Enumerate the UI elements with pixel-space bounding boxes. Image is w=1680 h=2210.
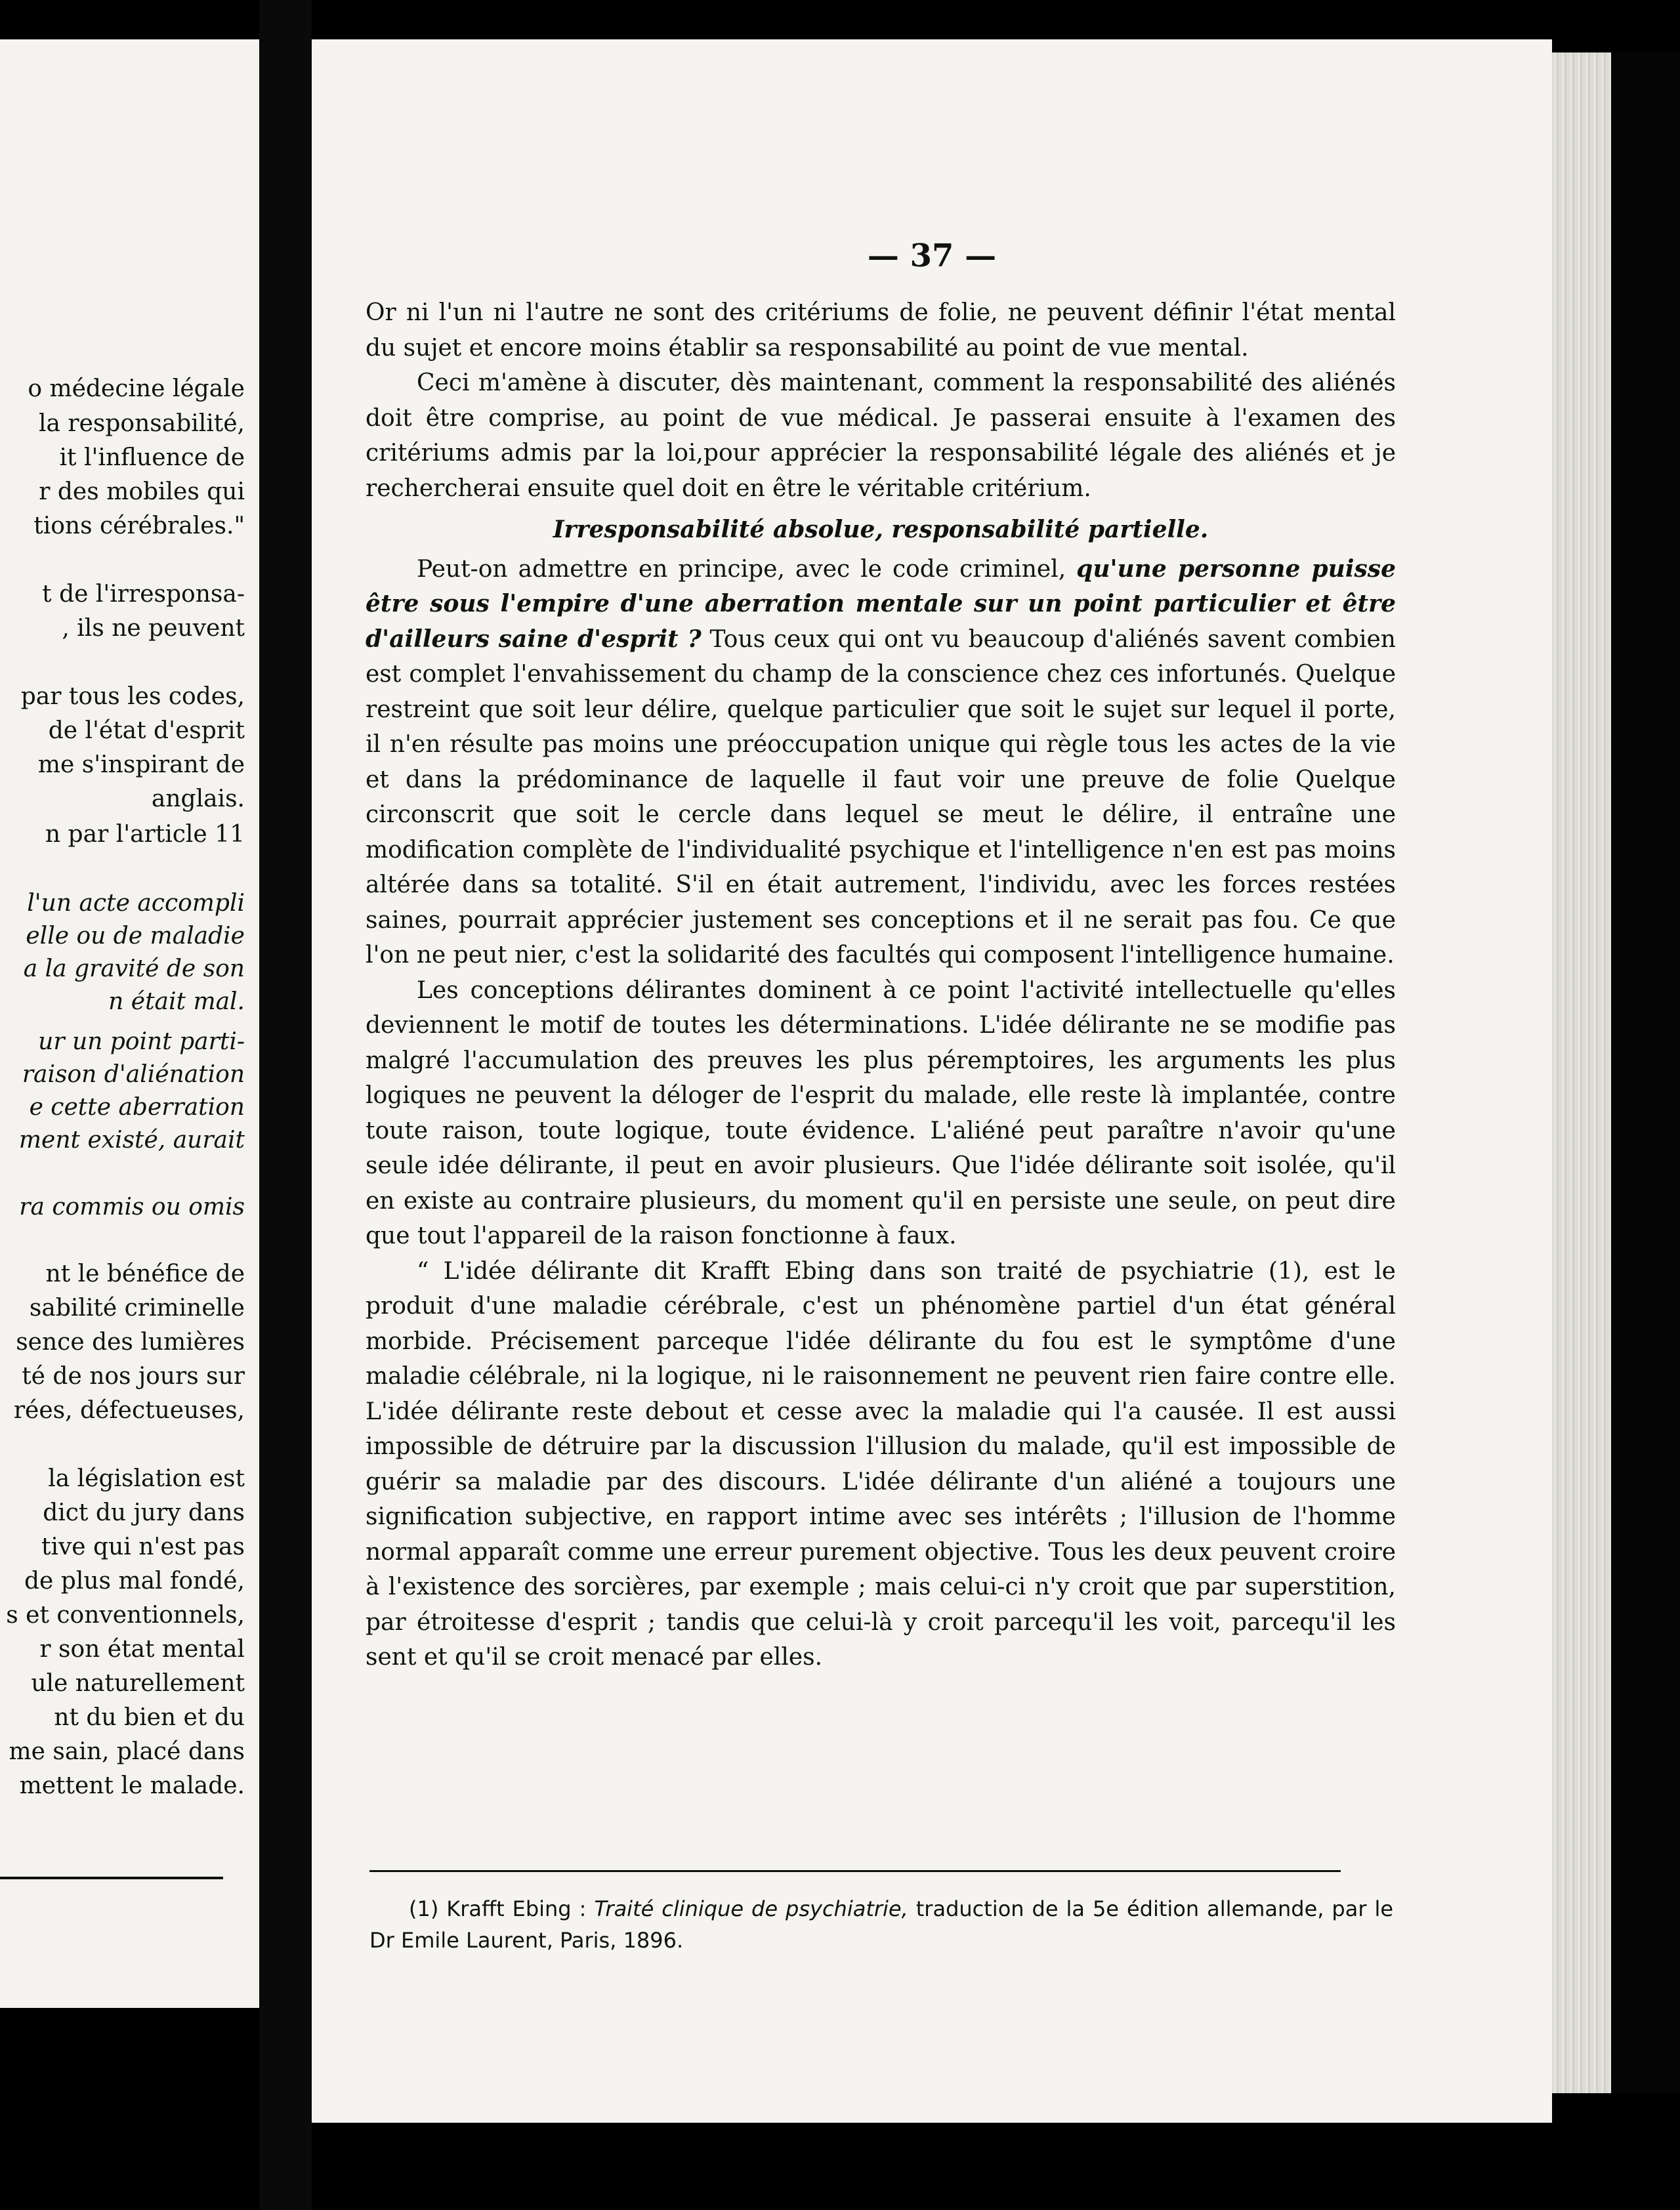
left-page-line: sabilité criminelle	[29, 1295, 245, 1322]
left-page-line: de plus mal fondé,	[24, 1568, 245, 1595]
footnote-rest: traduction de la 5e édition allemande, par le Dr Emile Laurent, Paris, 1896.	[369, 1896, 1394, 1953]
left-page-line: n était mal.	[108, 988, 245, 1015]
book-gutter	[259, 0, 312, 2210]
page-stack-edge	[1552, 52, 1611, 2093]
left-page-line: , ils ne peuvent	[62, 615, 245, 642]
left-page-line: me s'inspirant de	[37, 751, 245, 778]
left-page-line: té de nos jours sur	[22, 1363, 245, 1390]
paragraph-4: Les conceptions délirantes dominent à ce point l'activité intellectuelle qu'elles deviennent le motif de toutes les déterminations. L'idée délirante ne se modifie pas malgré l'accumulation des preuves les plus péremptoires, les arguments les plus logiques ne peuvent la déloger de l'esprit du malade, elle reste là implantée, contre toute raison, toute logique, toute évidence. L'aliéné peut paraître n'avoir qu'une seule idée délirante, il peut en avoir plusieurs. Que l'idée délirante soit isolée, qu'il en existe au contraire plusieurs, du moment qu'il en persiste une seule, on peut dire que tout l'appareil de la raison fonctionne à faux.	[366, 976, 1396, 1249]
left-page-line: s et conventionnels,	[6, 1602, 245, 1629]
paragraph-3	[366, 552, 1396, 973]
left-page-line: sence des lumières	[16, 1329, 245, 1356]
left-page-line: la législation est	[48, 1465, 245, 1492]
left-page-line: raison d'aliénation	[22, 1061, 245, 1088]
left-page-line: me sain, placé dans	[9, 1738, 245, 1765]
left-page-line: e cette aberration	[29, 1094, 245, 1121]
left-page-line: ur un point parti-	[38, 1028, 245, 1055]
paragraph-1: Or ni l'un ni l'autre ne sont des critériums de folie, ne peuvent définir l'état mental du sujet et encore moins établir sa responsabilité au point de vue mental.	[366, 299, 1396, 362]
left-page-line: mettent le malade.	[19, 1772, 245, 1799]
left-page-rule	[0, 1877, 223, 1879]
left-page-line: par tous les codes,	[20, 683, 245, 710]
left-page-line: de l'état d'esprit	[48, 717, 245, 744]
paragraph-3-rest: Tous ceux qui ont vu beaucoup d'aliénés savent combien est complet l'envahissement du champ de la conscience chez ces infortunés. Quelque restreint que soit leur délire, quelque particulier que soit le sujet sur lequel il porte, il n'en résulte pas moins une préoccupation unique qui règle tous les actes de la vie et dans la prédominance de laquelle il faut voir une preuve de folie Quelque circonscrit que soit le cercle dans lequel se meut le délire, il entraîne une modification complète de l'individualité psychique et l'intelligence n'en est pas moins altérée dans sa totalité. S'il en était autrement, l'individu, avec les forces restées saines, pourrait apprécier justement ses conceptions et il ne serait pas fou. Ce que l'on ne peut nier, c'est la solidarité des facultés qui composent l'intelligence humaine.	[366, 625, 1396, 969]
footnote-marker: (1) Krafft Ebing :	[409, 1896, 587, 1921]
paragraph-3-quote: qu'une personne puisse être sous l'empire d'une aberration mentale sur un point particulier et être d'ailleurs saine d'esprit ?	[366, 554, 1396, 653]
left-page-line: dict du jury dans	[43, 1499, 245, 1526]
footnote	[369, 1893, 1393, 1956]
main-text-block	[366, 295, 1396, 1675]
left-page-line: nt du bien et du	[54, 1704, 245, 1731]
left-page-line: it l'influence de	[59, 444, 245, 471]
paragraph-2: Ceci m'amène à discuter, dès maintenant, comment la responsabilité des aliénés doit être comprise, au point de vue médical. Je passerai ensuite à l'examen des critériums admis par la loi,pour apprécier la responsabilité légale des aliénés et je rechercherai ensuite quel doit en être le véritable critérium.	[366, 369, 1396, 502]
left-page-line: la responsabilité,	[38, 410, 245, 437]
left-page-line: o médecine légale	[28, 375, 245, 402]
footnote-title: Traité clinique de psychiatrie,	[594, 1896, 908, 1921]
left-page-line: rées, défectueuses,	[13, 1397, 245, 1424]
left-page-line: n par l'article 11	[45, 821, 245, 848]
left-page-line: ule naturellement	[31, 1670, 245, 1697]
left-page-line: elle ou de maladie	[26, 923, 245, 949]
left-page-line: r des mobiles qui	[39, 478, 245, 505]
left-facing-page	[0, 39, 259, 2008]
left-page-line: r son état mental	[39, 1636, 245, 1663]
left-page-line: a la gravité de son	[23, 955, 245, 982]
right-page	[312, 39, 1552, 2123]
section-heading: Irresponsabilité absolue, responsabilité partielle.	[553, 516, 1209, 543]
left-page-line: anglais.	[151, 785, 245, 812]
left-page-line: nt le bénéfice de	[45, 1261, 245, 1287]
left-page-line: tions cérébrales."	[33, 512, 245, 539]
left-page-line: t de l'irresponsa-	[42, 581, 245, 608]
paragraph-5: “ L'idée délirante dit Krafft Ebing dans son traité de psychiatrie (1), est le produit d'une maladie cérébrale, c'est un phénomène partiel d'un état général morbide. Précisement parceque l'idée délirante du fou est le symptôme d'une maladie célébrale, ni la logique, ni le raisonnement ne peuvent rien faire contre elle. L'idée délirante reste debout et cesse avec la maladie qui l'a causée. Il est aussi impossible de détruire par la discussion l'illusion du malade, qu'il est impossible de guérir sa maladie par des discours. L'idée délirante d'un aliéné a toujours une signification subjective, en rapport intime avec ses intérêts ; l'illusion de l'homme normal apparaît comme une erreur purement objective. Tous les deux peuvent croire à l'existence des sorcières, par exemple ; mais celui-ci n'y croit que par superstition, par étroitesse d'esprit ; tandis que celui-là y croit parcequ'il les voit, parcequ'il les sent et qu'il se croit menacé par elles.	[366, 1257, 1396, 1671]
left-page-line: ment existé, aurait	[18, 1127, 245, 1154]
left-page-line: l'un acte accompli	[27, 890, 245, 917]
footnote-divider	[369, 1870, 1341, 1872]
left-page-line: ra commis ou omis	[19, 1194, 245, 1220]
page-number: — 37 —	[867, 238, 997, 274]
edge-shadow	[1611, 52, 1680, 2093]
left-page-line: tive qui n'est pas	[41, 1533, 245, 1560]
paragraph-3-intro: Peut-on admettre en principe, avec le code criminel,	[417, 555, 1066, 583]
